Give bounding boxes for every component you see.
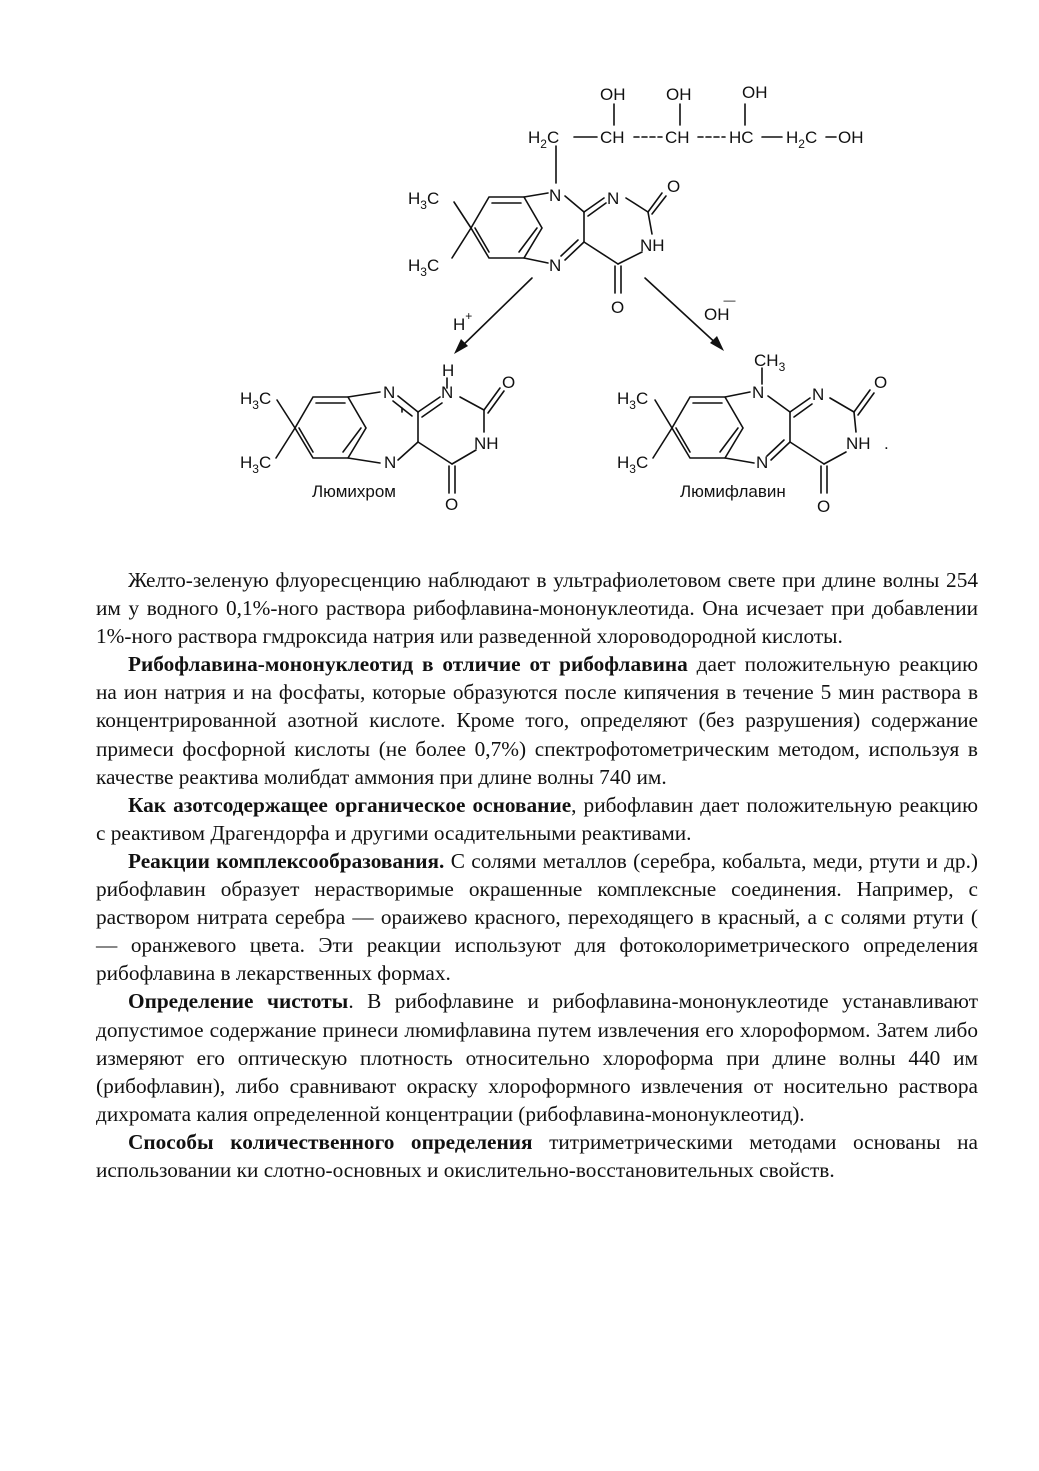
- ch3-label: $CH_3$: [754, 351, 786, 374]
- h2c-label-2: $H_2C$: [786, 128, 818, 151]
- ch-label-1: CH: [600, 128, 625, 147]
- oh-label-3: OH: [742, 83, 768, 102]
- ch-label-2: CH: [665, 128, 690, 147]
- paragraph-2-text: дает положительную реакцию на ион натрия и на фосфаты, которые образуются после кипячения в течение 5 мин раствора в концентрированной азотной кислоте. Кроме того, определяют (без разрушения) содержание примеси фосфорной кислоты (не более 0,7%) спектрофотометрическим методом, используя в качестве реактива молибдат аммония при длине волны 740 им.: [96, 652, 978, 789]
- h-label: H: [442, 361, 455, 380]
- o2-label: O: [667, 177, 681, 196]
- h3c-label-lc1: $H_3C$: [240, 389, 272, 412]
- lumiflavin-name: Люмифлавин: [680, 482, 786, 501]
- paragraph-4: [96, 847, 978, 987]
- paragraph-4-bold: Реакции комплексообразования.: [128, 848, 445, 873]
- paragraph-3: [96, 791, 978, 847]
- h3c-label-2: $H_3C$: [408, 256, 440, 279]
- paragraph-3-text: , рибофлавин дает положительную реакцию с реактивом Драгендорфа и другими осадительными реактивами.: [96, 792, 978, 845]
- riboflavin-degradation-scheme: [0, 0, 1039, 560]
- o-label-lf2: O: [817, 497, 831, 516]
- o-label-lc2: O: [445, 495, 459, 514]
- body-text: [96, 566, 978, 1184]
- n1-label: N: [607, 189, 620, 208]
- n-label-lf2: N: [812, 385, 825, 404]
- o-label-lc1: O: [502, 373, 516, 392]
- paragraph-2-bold: Рибофлавина-мононуклеотид в отличие от рибофлавина: [128, 652, 688, 677]
- o4-label: O: [611, 298, 625, 317]
- h-plus-label: H+: [453, 309, 473, 334]
- n10-label: N: [549, 186, 562, 205]
- nh-label: NH: [640, 236, 665, 255]
- dot-mark: .: [884, 434, 889, 453]
- paragraph-6-text: титриметрическими методами основаны на использовании ки слотно-основных и окислительно-восстановительных свойств.: [96, 1129, 978, 1182]
- oh-minus-label: OH—: [704, 293, 736, 324]
- paragraph-5: [96, 987, 978, 1127]
- paragraph-5-bold: Определение чистоты: [128, 989, 349, 1014]
- n-label-lc1: N: [383, 383, 396, 402]
- hc-label: HC: [729, 128, 754, 147]
- lumichrome-name: Люмихром: [312, 482, 396, 501]
- n-label-lf3: N: [756, 453, 769, 472]
- n-label-lc2: N: [441, 383, 454, 402]
- h3c-label-lf1: $H_3C$: [617, 389, 649, 412]
- paragraph-1-text: Желто-зеленую флуоресценцию наблюдают в ультрафиолетовом свете при длине волны 254 им у водного 0,1%-ного раствора рибофлавина-мононуклеотида. Она исчезает при добавлении 1%-ного раствора гмдроксида натрия или разведенной хлороводородной кислоты.: [96, 568, 978, 649]
- paragraph-5-text: . В рибофлавине и рибофлавина-мононуклеотиде устанавливают допустимое содержание принеси люмифлавина путем извлечения его хлороформом. Затем либо измеряют его оптическую плотность относительно хлороформа при длине волны 440 им (рибофлавин), либо сравнивают окраску хлороформного извлечения от носительно раствора дихромата калия определенной концентрации (рибофлавина-мононуклеотид).: [96, 989, 978, 1126]
- paragraph-3-bold: Как азотсодержащее органическое основание: [128, 792, 572, 817]
- n5-label: N: [549, 256, 562, 275]
- paragraph-2: [96, 650, 978, 790]
- n-label-lf1: N: [752, 383, 765, 402]
- oh-label-4: OH: [838, 128, 864, 147]
- nh-label-lf: NH: [846, 434, 871, 453]
- chemical-structure-drawing: [0, 0, 1039, 560]
- nh-label-lc: NH: [474, 434, 499, 453]
- paragraph-4-text: С солями металлов (серебра, кобальта, меди, ртути и др.) рибофлавин образует нерастворимые окрашенные комплексные соединения. Например, с раствором нитрата серебра — ораижево красного, переходящего в красный, а с солями ртути ( — оранжевого цвета. Эти реакции используют для фотоколориметрического определения рибофлавина в лекарственных формах.: [96, 848, 978, 986]
- n-label-lc3: N: [384, 453, 397, 472]
- paragraph-1: [96, 566, 978, 650]
- oh-label-2: OH: [666, 85, 692, 104]
- oh-label-1: OH: [600, 85, 626, 104]
- h3c-label-lf2: $H_3C$: [617, 453, 649, 476]
- paragraph-6-bold: Способы количественного определения: [128, 1129, 533, 1154]
- h3c-label-lc2: $H_3C$: [240, 453, 272, 476]
- paragraph-6: [96, 1128, 978, 1184]
- o-label-lf1: O: [874, 373, 888, 392]
- h3c-label-1: $H_3C$: [408, 189, 440, 212]
- h2c-label: $H_2C$: [528, 128, 560, 151]
